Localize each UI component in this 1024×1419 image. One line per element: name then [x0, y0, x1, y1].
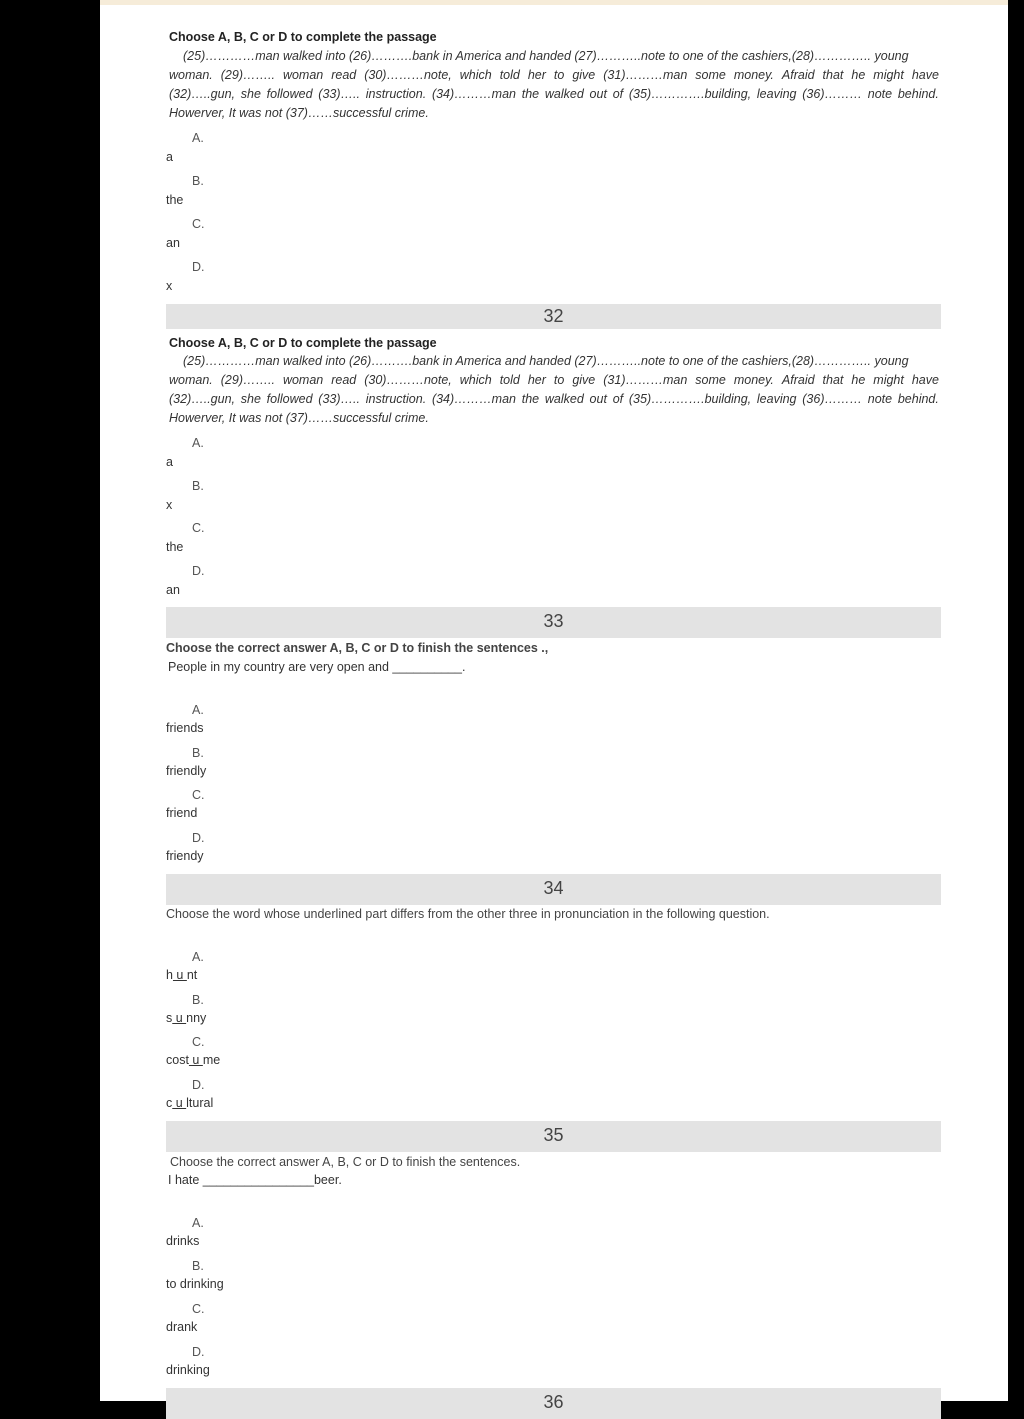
q35-option-c-letter[interactable]: C.: [192, 1302, 205, 1316]
q32-option-c-text[interactable]: the: [166, 540, 184, 554]
passage-word: woman: [282, 68, 324, 82]
passage-word: (32)…..gun,: [169, 392, 236, 406]
question-number-bar-32: 32: [166, 304, 941, 329]
passage-word: have: [911, 68, 939, 82]
passage-line: [169, 371, 939, 390]
passage-word: Afraid: [781, 373, 815, 387]
q35-option-d-text[interactable]: drinking: [166, 1363, 210, 1377]
passage-word: followed: [266, 87, 313, 101]
q34-option-b-letter[interactable]: B.: [192, 993, 204, 1007]
passage-word: (31)………man: [603, 68, 688, 82]
passage-word: read: [331, 373, 357, 387]
passage-word: give: [572, 373, 596, 387]
quiz-page: [100, 0, 1008, 1412]
passage-word: he: [851, 373, 866, 387]
q33-option-d-letter[interactable]: D.: [192, 831, 205, 845]
passage-word: some: [695, 68, 726, 82]
q35-option-a-text[interactable]: drinks: [166, 1234, 200, 1248]
passage-word: (33)…..: [318, 392, 360, 406]
q33-option-c-letter[interactable]: C.: [192, 788, 205, 802]
passage-word: instruction.: [365, 392, 427, 406]
passage-word: Afraid: [781, 68, 815, 82]
passage-word: leaving: [756, 392, 797, 406]
q32-option-d-text[interactable]: an: [166, 583, 180, 597]
q34-option-c-underlined: u: [188, 1053, 203, 1067]
q35-option-b-letter[interactable]: B.: [192, 1259, 204, 1273]
passage-word: behind.: [897, 87, 939, 101]
q34-option-b-before: s: [166, 1011, 173, 1025]
passage-line: (25)…………man walked into (26)……….bank in America and handed (27)………..note to one of the cashiers,(28)………….. young: [183, 354, 909, 368]
passage-word: the: [521, 392, 540, 406]
question-number-bar-35: 35: [166, 1121, 941, 1152]
q33-option-c-text[interactable]: friend: [166, 806, 198, 820]
q33-stem: People in my country are very open and __________.: [168, 660, 466, 674]
passage-word: instruction.: [365, 87, 427, 101]
q34-option-b-underlined: u: [172, 1011, 187, 1025]
q32-option-b-letter[interactable]: B.: [192, 479, 204, 493]
q34-option-c-before: cost: [166, 1053, 189, 1067]
passage-word: woman.: [169, 68, 213, 82]
q32-option-c-letter[interactable]: C.: [192, 521, 205, 535]
passage-word: out: [589, 392, 607, 406]
passage-word: read: [331, 68, 357, 82]
q31-option-d-letter[interactable]: D.: [192, 260, 205, 274]
q35-option-c-text[interactable]: drank: [166, 1320, 198, 1334]
q33-option-a-text[interactable]: friends: [166, 721, 204, 735]
q32-passage: [169, 352, 939, 428]
passage-line: (25)…………man walked into (26)……….bank in America and handed (27)………..note to one of the cashiers,(28)………….. young: [183, 49, 909, 63]
q33-option-b-letter[interactable]: B.: [192, 746, 204, 760]
q34-option-d-after: ltural: [186, 1096, 214, 1110]
q32-instruction: Choose A, B, C or D to complete the passage: [169, 336, 437, 350]
passage-line: Howerver, It was not (37)……successful crime.: [169, 106, 429, 120]
passage-word: which: [459, 68, 492, 82]
passage-word: (31)………man: [603, 373, 688, 387]
passage-word: have: [911, 373, 939, 387]
q31-option-a-text[interactable]: a: [166, 150, 173, 164]
passage-word: the: [521, 87, 540, 101]
q32-option-d-letter[interactable]: D.: [192, 564, 205, 578]
q33-option-a-letter[interactable]: A.: [192, 703, 204, 717]
q35-option-d-letter[interactable]: D.: [192, 1345, 205, 1359]
passage-word: (35)………….building,: [628, 87, 752, 101]
passage-word: woman.: [169, 373, 213, 387]
question-number-bar-33: 33: [166, 607, 941, 638]
passage-word: (29)……..: [220, 373, 275, 387]
q34-option-c-letter[interactable]: C.: [192, 1035, 205, 1049]
q34-instruction: Choose the word whose underlined part differs from the other three in pronunciation in the following question.: [166, 907, 770, 921]
passage-word: told: [499, 68, 520, 82]
passage-word: note: [867, 392, 893, 406]
q34-option-d-underlined: u: [172, 1096, 187, 1110]
passage-word: followed: [266, 392, 313, 406]
q35-stem: [168, 1173, 342, 1187]
passage-word: that: [822, 68, 844, 82]
q34-option-a-text[interactable]: [166, 968, 197, 982]
q31-option-b-text[interactable]: the: [166, 193, 184, 207]
passage-word: money.: [733, 68, 774, 82]
passage-word: (29)……..: [220, 68, 275, 82]
passage-word: of: [612, 392, 624, 406]
q31-option-c-text[interactable]: an: [166, 236, 180, 250]
q32-option-b-text[interactable]: x: [166, 498, 173, 512]
passage-word: that: [822, 373, 844, 387]
passage-word: of: [612, 87, 624, 101]
passage-word: (30)………note,: [364, 373, 452, 387]
top-accent-bar: [100, 0, 1008, 5]
passage-word: (36)………: [802, 87, 862, 101]
passage-word: behind.: [897, 392, 939, 406]
passage-word: out: [589, 87, 607, 101]
passage-word: which: [459, 373, 492, 387]
passage-line: Howerver, It was not (37)……successful crime.: [169, 411, 429, 425]
q32-option-a-text[interactable]: a: [166, 455, 173, 469]
q35-option-b-text[interactable]: to drinking: [166, 1277, 224, 1291]
q35-option-a-letter[interactable]: A.: [192, 1216, 204, 1230]
passage-word: her: [527, 373, 546, 387]
passage-word: she: [240, 87, 261, 101]
passage-word: (30)………note,: [364, 68, 452, 82]
q33-option-d-text[interactable]: friendy: [166, 849, 204, 863]
q31-option-b-letter[interactable]: B.: [192, 174, 204, 188]
q35-stem-before: I hate: [168, 1173, 203, 1187]
q35-instruction: Choose the correct answer A, B, C or D to finish the sentences.: [170, 1155, 521, 1169]
passage-word: leaving: [756, 87, 797, 101]
q34-option-b-text[interactable]: [166, 1011, 206, 1025]
passage-word: (34)………man: [431, 392, 516, 406]
passage-word: (32)…..gun,: [169, 87, 236, 101]
q31-instruction: Choose A, B, C or D to complete the passage: [169, 30, 437, 44]
passage-word: (34)………man: [431, 87, 516, 101]
passage-word: give: [572, 68, 596, 82]
passage-word: to: [553, 373, 565, 387]
q34-option-a-underlined: u: [172, 968, 187, 982]
q34-option-d-text[interactable]: [166, 1096, 213, 1110]
passage-word: woman: [282, 373, 324, 387]
q34-option-d-letter[interactable]: D.: [192, 1078, 205, 1092]
q34-option-c-text[interactable]: [166, 1053, 220, 1067]
passage-word: note: [867, 87, 893, 101]
q34-option-a-before: h: [166, 968, 173, 982]
passage-word: he: [851, 68, 866, 82]
passage-word: her: [527, 68, 546, 82]
q34-option-d-before: c: [166, 1096, 173, 1110]
q33-instruction: Choose the correct answer A, B, C or D to finish the sentences .,: [166, 641, 549, 655]
passage-word: to: [553, 68, 565, 82]
passage-line: [169, 66, 939, 85]
passage-word: might: [873, 68, 904, 82]
passage-word: told: [499, 373, 520, 387]
q35-stem-after: beer.: [313, 1173, 342, 1187]
passage-word: some: [695, 373, 726, 387]
passage-line: [169, 85, 939, 104]
q31-option-c-letter[interactable]: C.: [192, 217, 205, 231]
passage-word: walked: [544, 87, 584, 101]
q32-option-a-letter[interactable]: A.: [192, 436, 204, 450]
question-number-bar-36: 36: [166, 1388, 941, 1419]
passage-word: (36)………: [802, 392, 862, 406]
q34-option-a-after: nt: [186, 968, 198, 982]
q31-option-d-text[interactable]: x: [166, 279, 173, 293]
passage-word: she: [240, 392, 261, 406]
question-number-bar-34: 34: [166, 874, 941, 905]
passage-word: (33)…..: [318, 87, 360, 101]
passage-word: might: [873, 373, 904, 387]
q31-option-a-letter[interactable]: A.: [192, 131, 204, 145]
passage-word: (35)………….building,: [628, 392, 752, 406]
q34-option-b-after: nny: [186, 1011, 207, 1025]
passage-word: money.: [733, 373, 774, 387]
passage-word: walked: [544, 392, 584, 406]
q34-option-a-letter[interactable]: A.: [192, 950, 204, 964]
q31-passage: [169, 47, 939, 123]
q35-stem-blank: ________________: [202, 1173, 314, 1187]
q34-option-c-after: me: [202, 1053, 221, 1067]
passage-line: [169, 390, 939, 409]
q33-option-b-text[interactable]: friendly: [166, 764, 207, 778]
